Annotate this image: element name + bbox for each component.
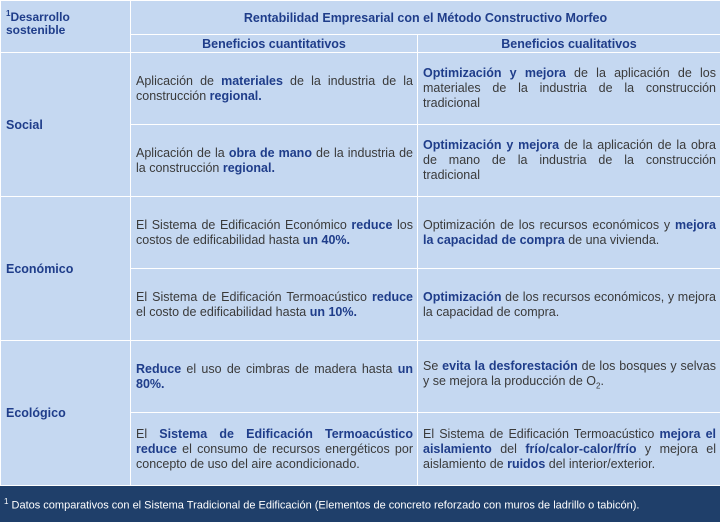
cell-qualitative: Optimización y mejora de la aplicación de la obra de mano de la industria de la construcción tradicional bbox=[418, 125, 720, 197]
cell-qualitative: Optimización y mejora de la aplicación de los materiales de la industria de la construcción tradicional bbox=[418, 53, 720, 125]
section-social: Social bbox=[1, 53, 131, 197]
col-header-qualitative: Beneficios cualitativos bbox=[418, 35, 720, 53]
corner-line1: Desarrollo bbox=[10, 10, 70, 24]
cell-quantitative: Aplicación de la obra de mano de la industria de la construcción regional. bbox=[131, 125, 418, 197]
cell-quantitative: El Sistema de Edificación Termoacústico reduce el consumo de recursos energéticos por concepto de uso del aire acondicionado. bbox=[131, 413, 418, 486]
footnote-sup: 1 bbox=[4, 497, 9, 506]
cell-qualitative: Optimización de los recursos económicos, y mejora la capacidad de compra. bbox=[418, 269, 720, 341]
cell-qualitative: Optimización de los recursos económicos y mejora la capacidad de compra de una vivienda. bbox=[418, 197, 720, 269]
cell-quantitative: Reduce el uso de cimbras de madera hasta un 80%. bbox=[131, 341, 418, 413]
corner-header bbox=[1, 1, 131, 53]
table-title: Rentabilidad Empresarial con el Método Constructivo Morfeo bbox=[131, 1, 720, 35]
table-row bbox=[1, 53, 720, 125]
section-ecologico: Ecológico bbox=[1, 341, 131, 486]
cell-quantitative: El Sistema de Edificación Termoacústico reduce el costo de edificabilidad hasta un 10%. bbox=[131, 269, 418, 341]
table-row bbox=[1, 341, 720, 413]
cell-qualitative: El Sistema de Edificación Termoacústico mejora el aislamiento del frío/calor-calor/frío y mejora el aislamiento de ruidos del interior/exterior. bbox=[418, 413, 720, 486]
cell-quantitative: El Sistema de Edificación Económico reduce los costos de edificabilidad hasta un 40%. bbox=[131, 197, 418, 269]
cell-quantitative: Aplicación de materiales de la industria de la construcción regional. bbox=[131, 53, 418, 125]
corner-line2: sostenible bbox=[6, 23, 66, 37]
corner-sup: 1 bbox=[6, 9, 11, 18]
table-row bbox=[1, 197, 720, 269]
section-economico: Económico bbox=[1, 197, 131, 341]
footnote-text: Datos comparativos con el Sistema Tradicional de Edificación (Elementos de concreto reforzado con muros de ladrillo o tabicón). bbox=[8, 499, 640, 512]
cell-qualitative: Se evita la desforestación de los bosques y selvas y se mejora la producción de $O_2$. bbox=[418, 341, 720, 413]
title-row bbox=[1, 1, 720, 35]
col-header-quantitative: Beneficios cuantitativos bbox=[131, 35, 418, 53]
footnote bbox=[0, 491, 720, 522]
